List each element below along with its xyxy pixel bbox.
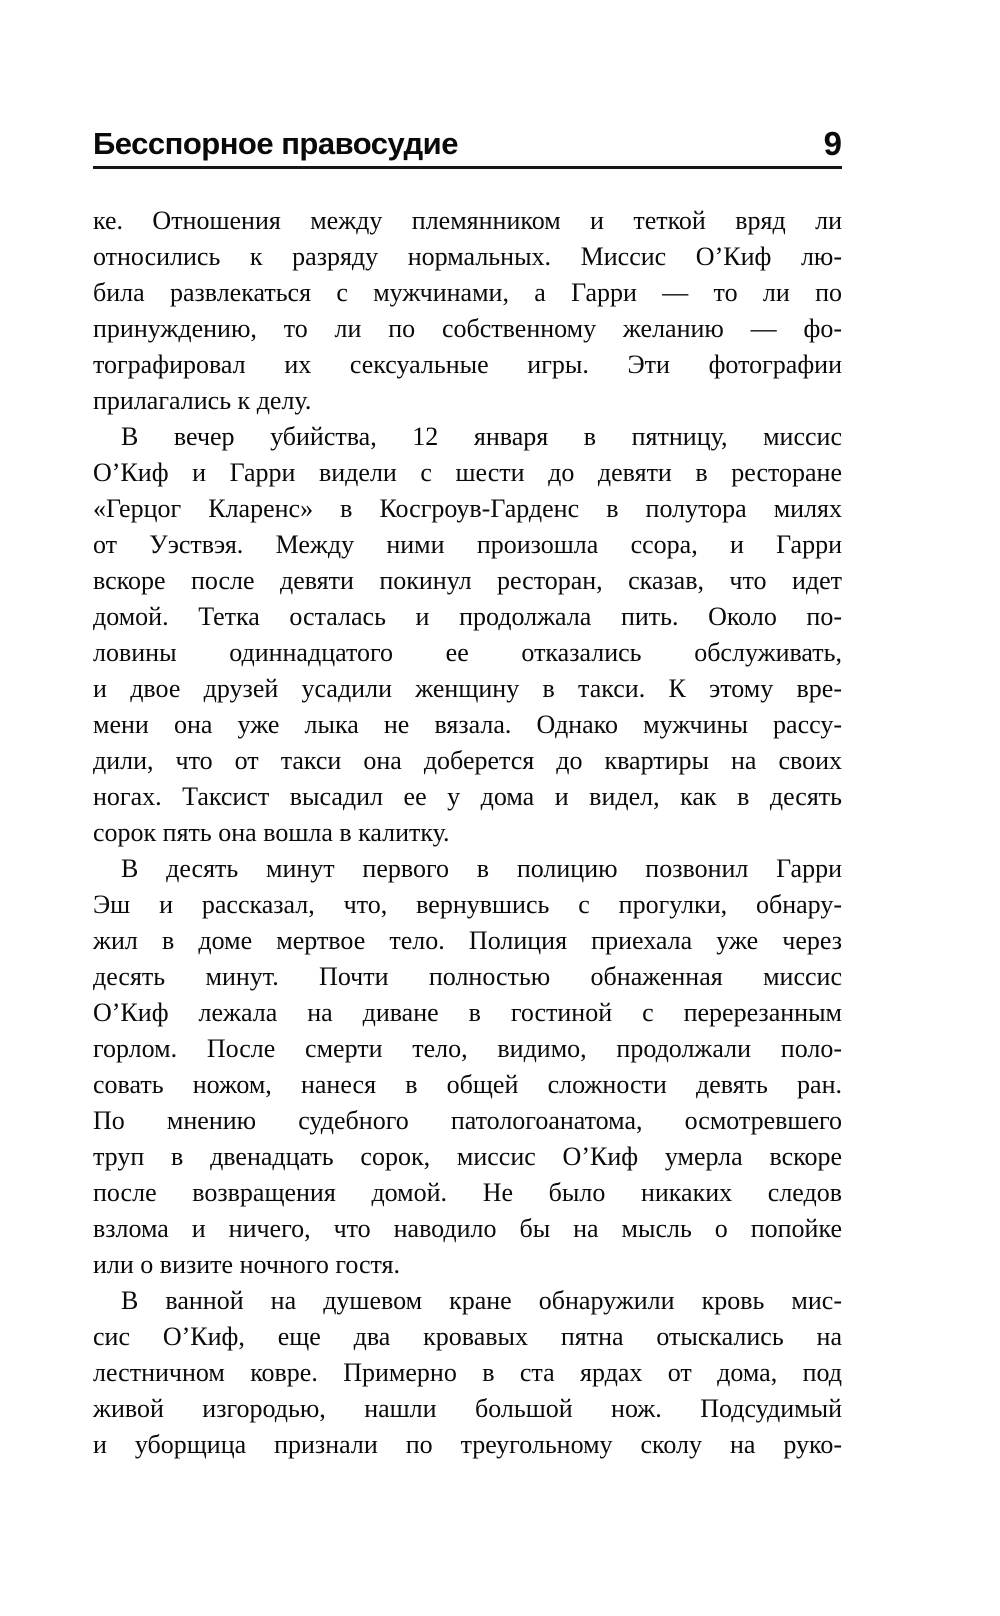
text-line: тографировал их сексуальные игры. Эти фотографии xyxy=(93,350,842,379)
text-line: сорок пять она вошла в калитку. xyxy=(93,818,450,847)
text-line: относились к разряду нормальных. Миссис О’Киф лю- xyxy=(93,242,842,271)
running-header xyxy=(93,126,842,162)
text-line: домой. Тетка осталась и продолжала пить. Около по- xyxy=(93,602,842,631)
text-line: била развлекаться с мужчинами, а Гарри — то ли по xyxy=(93,278,842,307)
text-line: и двое друзей усадили женщину в такси. К этому вре- xyxy=(93,674,842,703)
text-line: По мнению судебного патологоанатома, осмотревшего xyxy=(93,1106,842,1135)
paragraph xyxy=(93,851,842,1283)
text-line: мени она уже лыка не вязала. Однако мужчины рассу- xyxy=(93,710,842,739)
text-line: совать ножом, нанеся в общей сложности девять ран. xyxy=(93,1070,842,1099)
text-line: В вечер убийства, 12 января в пятницу, миссис xyxy=(121,422,842,451)
text-line: В ванной на душевом кране обнаружили кровь мис- xyxy=(121,1286,842,1315)
paragraph xyxy=(93,203,842,419)
text-line: или о визите ночного гостя. xyxy=(93,1250,401,1279)
text-line: взлома и ничего, что наводило бы на мысль о попойке xyxy=(93,1214,842,1243)
header-rule xyxy=(93,166,842,169)
paragraph xyxy=(93,1283,842,1463)
text-line: В десять минут первого в полицию позвонил Гарри xyxy=(121,854,842,883)
text-line: О’Киф лежала на диване в гостиной с перерезанным xyxy=(93,998,842,1027)
text-line: горлом. После смерти тело, видимо, продолжали поло- xyxy=(93,1034,842,1063)
text-line: Эш и рассказал, что, вернувшись с прогулки, обнару- xyxy=(93,890,842,919)
text-line: живой изгородью, нашли большой нож. Подсудимый xyxy=(93,1394,842,1423)
text-line: сис О’Киф, еще два кровавых пятна отыскались на xyxy=(93,1322,842,1351)
page-number: 9 xyxy=(823,125,842,162)
text-line: жил в доме мертвое тело. Полиция приехала уже через xyxy=(93,926,842,955)
book-title: Бесспорное правосудие xyxy=(93,126,458,161)
text-line: прилагались к делу. xyxy=(93,386,312,415)
text-line: лестничном ковре. Примерно в ста ярдах от дома, под xyxy=(93,1358,842,1387)
text-line: десять минут. Почти полностью обнаженная миссис xyxy=(93,962,842,991)
text-line: «Герцог Кларенс» в Косгроув-Гарденс в полутора милях xyxy=(93,494,842,523)
text-line: ловины одиннадцатого ее отказались обслуживать, xyxy=(93,638,842,667)
text-line: принуждению, то ли по собственному желанию — фо- xyxy=(93,314,842,343)
text-line: и уборщица признали по треугольному сколу на руко- xyxy=(93,1430,842,1459)
text-line: ногах. Таксист высадил ее у дома и видел, как в десять xyxy=(93,782,842,811)
text-line: после возвращения домой. Не было никаких следов xyxy=(93,1178,842,1207)
text-line: от Уэствэя. Между ними произошла ссора, и Гарри xyxy=(93,530,842,559)
text-line: дили, что от такси она доберется до квартиры на своих xyxy=(93,746,842,775)
paragraph xyxy=(93,419,842,851)
text-line: труп в двенадцать сорок, миссис О’Киф умерла вскоре xyxy=(93,1142,842,1171)
body-text xyxy=(93,203,842,1463)
text-line: ке. Отношения между племянником и теткой вряд ли xyxy=(93,206,842,235)
text-line: вскоре после девяти покинул ресторан, сказав, что идет xyxy=(93,566,842,595)
text-line: О’Киф и Гарри видели с шести до девяти в ресторане xyxy=(93,458,842,487)
